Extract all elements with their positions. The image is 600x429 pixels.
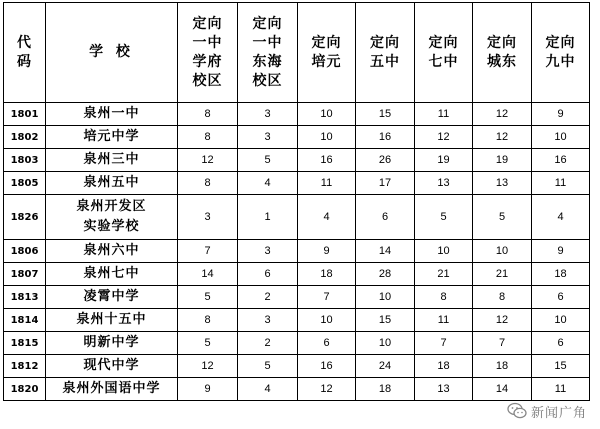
header-col-5: 定向 七中 — [415, 3, 473, 103]
quota-cell: 12 — [415, 126, 473, 149]
quota-cell: 3 — [178, 195, 238, 240]
school-code: 1820 — [4, 378, 46, 401]
table-row — [4, 103, 590, 126]
quota-cell: 5 — [473, 195, 532, 240]
school-code: 1813 — [4, 286, 46, 309]
school-name — [46, 378, 178, 401]
quota-cell: 11 — [532, 172, 590, 195]
school-name-line: 凌霄中学 — [83, 289, 140, 304]
quota-cell: 9 — [532, 103, 590, 126]
school-name — [46, 332, 178, 355]
quota-cell: 4 — [298, 195, 356, 240]
quota-cell: 12 — [178, 149, 238, 172]
quota-cell: 16 — [356, 126, 415, 149]
school-name — [46, 195, 178, 240]
quota-cell: 12 — [473, 309, 532, 332]
quota-cell: 12 — [473, 126, 532, 149]
quota-cell: 15 — [356, 103, 415, 126]
quota-cell: 26 — [356, 149, 415, 172]
header-row — [4, 3, 590, 103]
school-name — [46, 240, 178, 263]
quota-cell: 5 — [238, 149, 298, 172]
quota-cell: 3 — [238, 240, 298, 263]
table-row — [4, 195, 590, 240]
school-name-line: 明新中学 — [83, 335, 140, 350]
school-name — [46, 103, 178, 126]
quota-cell: 10 — [532, 309, 590, 332]
quota-cell: 3 — [238, 126, 298, 149]
school-name — [46, 355, 178, 378]
school-name-line: 泉州三中 — [83, 152, 140, 167]
header-code: 代 码 — [4, 3, 46, 103]
school-name-line: 泉州十五中 — [76, 312, 147, 327]
quota-cell: 5 — [178, 286, 238, 309]
quota-cell: 12 — [178, 355, 238, 378]
quota-cell: 2 — [238, 286, 298, 309]
header-col-4: 定向 五中 — [356, 3, 415, 103]
quota-cell: 8 — [178, 103, 238, 126]
quota-cell: 15 — [532, 355, 590, 378]
quota-cell: 18 — [415, 355, 473, 378]
quota-cell: 7 — [298, 286, 356, 309]
quota-cell: 28 — [356, 263, 415, 286]
school-name-line: 实验学校 — [83, 219, 140, 234]
quota-cell: 21 — [473, 263, 532, 286]
quota-cell: 16 — [298, 149, 356, 172]
quota-cell: 9 — [298, 240, 356, 263]
quota-cell: 6 — [356, 195, 415, 240]
table-row — [4, 263, 590, 286]
quota-cell: 1 — [238, 195, 298, 240]
header-col-2: 定向 一中 东海 校区 — [238, 3, 298, 103]
school-name-line: 泉州七中 — [83, 266, 140, 281]
header-col-6: 定向 城东 — [473, 3, 532, 103]
quota-cell: 18 — [473, 355, 532, 378]
school-name — [46, 149, 178, 172]
quota-cell: 14 — [473, 378, 532, 401]
header-school: 学 校 — [46, 3, 178, 103]
quota-cell: 15 — [356, 309, 415, 332]
table-row — [4, 149, 590, 172]
quota-cell: 11 — [298, 172, 356, 195]
quota-cell: 6 — [532, 332, 590, 355]
table-row — [4, 355, 590, 378]
table-row — [4, 172, 590, 195]
quota-cell: 21 — [415, 263, 473, 286]
quota-cell: 14 — [178, 263, 238, 286]
quota-cell: 10 — [473, 240, 532, 263]
school-code: 1815 — [4, 332, 46, 355]
quota-cell: 9 — [532, 240, 590, 263]
school-name-line: 泉州五中 — [83, 175, 140, 190]
quota-cell: 4 — [532, 195, 590, 240]
school-name — [46, 263, 178, 286]
school-code: 1812 — [4, 355, 46, 378]
watermark — [507, 397, 595, 425]
quota-cell: 10 — [356, 286, 415, 309]
table-row — [4, 309, 590, 332]
header-col-1: 定向 一中 学府 校区 — [178, 3, 238, 103]
quota-cell: 17 — [356, 172, 415, 195]
quota-cell: 5 — [415, 195, 473, 240]
table-row — [4, 240, 590, 263]
quota-cell: 18 — [532, 263, 590, 286]
quota-cell: 3 — [238, 103, 298, 126]
header-col-7: 定向 九中 — [532, 3, 590, 103]
quota-cell: 18 — [298, 263, 356, 286]
quota-cell: 6 — [238, 263, 298, 286]
table-body — [4, 103, 590, 401]
quota-cell: 8 — [178, 172, 238, 195]
table-row — [4, 286, 590, 309]
quota-cell: 2 — [238, 332, 298, 355]
school-code: 1826 — [4, 195, 46, 240]
school-code: 1807 — [4, 263, 46, 286]
quota-cell: 8 — [415, 286, 473, 309]
wechat-icon — [507, 402, 527, 420]
quota-cell: 10 — [298, 103, 356, 126]
school-name-line: 现代中学 — [83, 358, 140, 373]
school-name-line: 培元中学 — [83, 129, 140, 144]
quota-cell: 4 — [238, 378, 298, 401]
school-code: 1802 — [4, 126, 46, 149]
school-name-line: 泉州开发区 — [76, 199, 147, 214]
school-name-line: 泉州外国语中学 — [62, 381, 161, 396]
quota-cell: 7 — [415, 332, 473, 355]
quota-cell: 10 — [298, 309, 356, 332]
school-code: 1806 — [4, 240, 46, 263]
quota-cell: 5 — [238, 355, 298, 378]
quota-cell: 11 — [415, 309, 473, 332]
quota-cell: 19 — [415, 149, 473, 172]
watermark-text: 新闻广角 — [531, 405, 588, 421]
school-name — [46, 286, 178, 309]
school-name — [46, 126, 178, 149]
quota-cell: 14 — [356, 240, 415, 263]
table-row — [4, 332, 590, 355]
school-name-line: 泉州六中 — [83, 243, 140, 258]
quota-cell: 7 — [178, 240, 238, 263]
school-code: 1803 — [4, 149, 46, 172]
table-row — [4, 126, 590, 149]
quota-cell: 4 — [238, 172, 298, 195]
quota-cell: 16 — [298, 355, 356, 378]
quota-cell: 11 — [415, 103, 473, 126]
quota-cell: 10 — [532, 126, 590, 149]
quota-cell: 7 — [473, 332, 532, 355]
table-row — [4, 378, 590, 401]
quota-cell: 10 — [415, 240, 473, 263]
quota-cell: 16 — [532, 149, 590, 172]
quota-cell: 19 — [473, 149, 532, 172]
quota-cell: 6 — [532, 286, 590, 309]
quota-cell: 24 — [356, 355, 415, 378]
quota-cell: 6 — [298, 332, 356, 355]
quota-cell: 8 — [178, 309, 238, 332]
school-name — [46, 172, 178, 195]
quota-cell: 9 — [178, 378, 238, 401]
quota-cell: 10 — [298, 126, 356, 149]
quota-cell: 12 — [298, 378, 356, 401]
quota-cell: 13 — [473, 172, 532, 195]
quota-cell: 5 — [178, 332, 238, 355]
quota-table — [3, 2, 590, 401]
quota-cell: 3 — [238, 309, 298, 332]
quota-cell: 18 — [356, 378, 415, 401]
school-name-line: 泉州一中 — [83, 106, 140, 121]
quota-cell: 8 — [178, 126, 238, 149]
quota-cell: 11 — [532, 378, 590, 401]
quota-cell: 8 — [473, 286, 532, 309]
school-code: 1814 — [4, 309, 46, 332]
school-code: 1805 — [4, 172, 46, 195]
quota-cell: 10 — [356, 332, 415, 355]
quota-cell: 13 — [415, 378, 473, 401]
school-code: 1801 — [4, 103, 46, 126]
header-col-3: 定向 培元 — [298, 3, 356, 103]
school-name — [46, 309, 178, 332]
quota-cell: 12 — [473, 103, 532, 126]
quota-cell: 13 — [415, 172, 473, 195]
